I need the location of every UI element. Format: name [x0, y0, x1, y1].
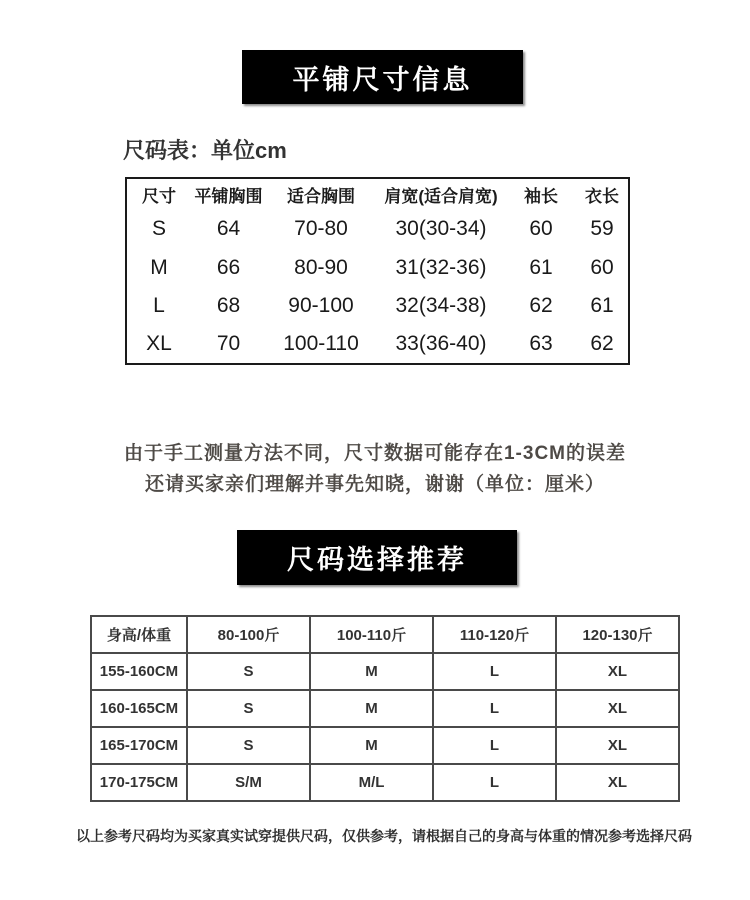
table-cell: 61	[529, 255, 553, 279]
table-cell: 68	[216, 294, 241, 318]
table-header-cell: 袖长	[524, 187, 558, 206]
table-cell: 170-175CM	[91, 764, 187, 801]
table-cell: L	[153, 294, 165, 318]
table-cell: XL	[556, 764, 679, 801]
size-recommendation-table	[90, 615, 680, 802]
table-cell: 165-170CM	[91, 727, 187, 764]
table-cell: 66	[216, 255, 241, 279]
table-header-cell: 肩宽(适合肩宽)	[384, 187, 498, 206]
reference-disclaimer-note: 以上参考尺码均为买家真实试穿提供尺码，仅供参考，请根据自己的身高与体重的情况参考选择尺码	[76, 828, 692, 844]
flat-size-banner: 平铺尺寸信息	[242, 50, 523, 104]
table-cell: S/M	[187, 764, 310, 801]
table-cell: L	[433, 653, 556, 690]
table-cell: M	[150, 255, 168, 279]
table-cell: 33(36-40)	[395, 332, 487, 356]
flat-size-table	[125, 177, 630, 365]
table-row	[126, 249, 629, 288]
table-cell: 62	[590, 332, 614, 356]
table-cell: 61	[590, 294, 614, 318]
table-cell: 32(34-38)	[395, 294, 487, 318]
note-line-2: 还请买家亲们理解并事先知晓，谢谢（单位：厘米）	[144, 474, 605, 495]
table-cell: XL	[556, 690, 679, 727]
table-cell: 60	[590, 255, 614, 279]
table-header-cell: 120-130斤	[556, 616, 679, 653]
table-cell: 62	[529, 294, 553, 318]
table-cell: L	[433, 727, 556, 764]
table-cell: 31(32-36)	[395, 255, 487, 279]
table-cell: M	[310, 653, 433, 690]
table-header-cell: 100-110斤	[310, 616, 433, 653]
table-cell: S	[187, 727, 310, 764]
table-header-cell: 110-120斤	[433, 616, 556, 653]
table-cell: 70	[216, 332, 241, 356]
flat-size-table-header-row	[126, 178, 629, 210]
table-row	[91, 653, 679, 690]
table-header-cell: 80-100斤	[187, 616, 310, 653]
table-cell: L	[433, 690, 556, 727]
table-cell: 90-100	[288, 294, 354, 318]
table-cell: M	[310, 727, 433, 764]
measurement-tolerance-note	[0, 438, 750, 500]
table-cell: 64	[216, 217, 241, 241]
table-cell: 60	[529, 217, 553, 241]
recommendation-table-header-row	[91, 616, 679, 653]
table-cell: XL	[556, 653, 679, 690]
table-cell: 155-160CM	[91, 653, 187, 690]
table-cell: 100-110	[283, 332, 359, 356]
table-row	[126, 287, 629, 326]
table-row	[126, 326, 629, 365]
table-row	[91, 764, 679, 801]
table-header-cell: 尺寸	[142, 187, 176, 206]
table-cell: 30(30-34)	[395, 217, 487, 241]
table-cell: L	[433, 764, 556, 801]
table-cell: S	[187, 690, 310, 727]
table-cell: M/L	[310, 764, 433, 801]
table-cell: XL	[146, 332, 172, 356]
table-cell: XL	[556, 727, 679, 764]
table-cell: S	[151, 217, 166, 241]
table-row	[91, 690, 679, 727]
table-cell: 59	[590, 217, 614, 241]
size-recommendation-banner: 尺码选择推荐	[237, 530, 517, 585]
table-cell: M	[310, 690, 433, 727]
table-row	[126, 210, 629, 249]
table-cell: S	[187, 653, 310, 690]
table-cell: 70-80	[294, 217, 348, 241]
table-header-cell: 身高/体重	[91, 616, 187, 653]
table-header-cell: 衣长	[585, 187, 619, 206]
table-cell: 160-165CM	[91, 690, 187, 727]
table-row	[91, 727, 679, 764]
note-line-1: 由于手工测量方法不同，尺寸数据可能存在1-3CM的误差	[123, 443, 626, 464]
table-header-cell: 平铺胸围	[194, 187, 263, 206]
table-cell: 63	[529, 332, 553, 356]
table-header-cell: 适合胸围	[287, 187, 355, 206]
size-chart-unit-label: 尺码表：单位cm	[123, 138, 287, 163]
table-cell: 80-90	[294, 255, 348, 279]
